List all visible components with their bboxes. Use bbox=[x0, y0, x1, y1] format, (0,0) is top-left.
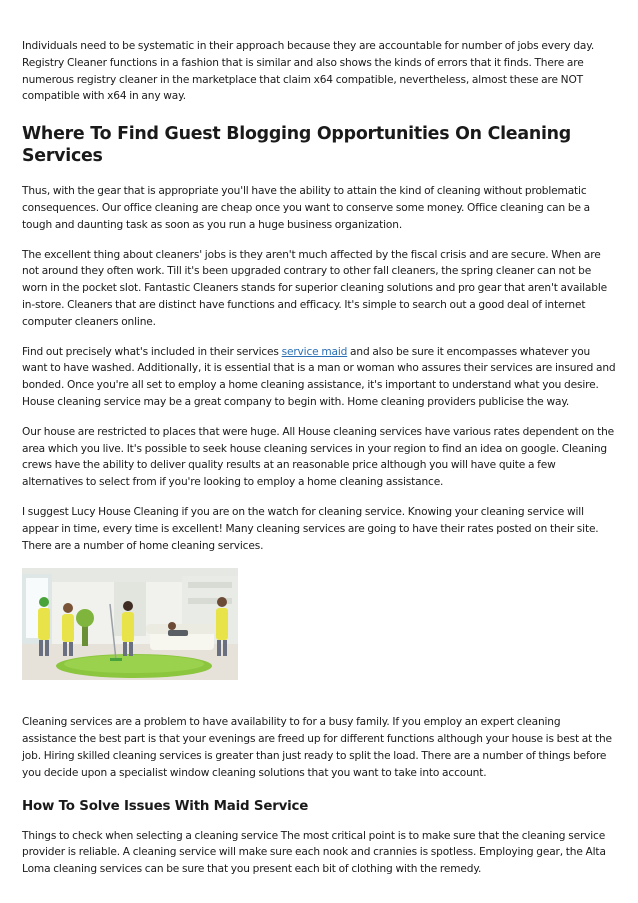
paragraph-text: Find out precisely what's included in their services bbox=[22, 345, 282, 358]
paragraph-things-to-check: Things to check when selecting a cleaning service The most critical point is to make sure that the cleaning service provider is reliable. A cleaning service will make sure each nook and crannies is spotless. Employing gear, the Alta Loma cleaning services can be sure that you present each bit of clothing with the remedy. bbox=[22, 829, 606, 876]
paragraph-registry-cleaner: Individuals need to be systematic in their approach because they are accountable for number of jobs every day. Registry Cleaner functions in a fashion that is similar and also shows the kinds of errors that it finds. There are numerous registry cleaner in the marketplace that claim x64 compatible, nevertheless, almost these are NOT compatible with x64 in any way. bbox=[22, 40, 595, 103]
paragraph-office-cleaning: Thus, with the gear that is appropriate you'll have the ability to attain the kind of cleaning without problematic consequences. Our office cleaning are cheap once you want to conserve some money. Office cleaning can be a tough and daunting task as soon as you run a huge business organization. bbox=[22, 185, 590, 231]
paragraph-busy-family: Cleaning services are a problem to have availability to for a busy family. If you employ an expert cleaning assistance the best part is that your evenings are freed up for different functions although your house is best at the job. Hiring skilled cleaning services is greater than just ready to split the load. There are a number of things before you decide upon a specialist window cleaning solutions that you want to take into account. bbox=[22, 716, 612, 779]
paragraph-services-included bbox=[22, 344, 616, 411]
cleaning-crew-illustration bbox=[22, 568, 238, 680]
heading-maid-service: How To Solve Issues With Maid Service bbox=[22, 798, 309, 814]
cleaning-crew-photo bbox=[22, 568, 238, 680]
paragraph-cleaners-jobs: The excellent thing about cleaners' jobs is they aren't much affected by the fiscal crisis and are secure. When are not around they often work. Till it's been upgraded contrary to other fall cleaners, the spring cleaner can not be worn in the pocket slot. Fantastic Cleaners stands for superior cleaning solutions and pro gear that aren't available in-store. Cleaners that are distinct have functions and efficacy. It's simple to search out a good deal of internet computer cleaners online. bbox=[22, 248, 607, 328]
paragraph-text: and also be sure it encompasses whatever you want to have washed. Additionally, it is essential that is a man or woman who assures their services are insured and bonded. Once you're all set to employ a home cleaning assistance, it's important to understand what you desire. House cleaning service may be a great company to begin with. Home cleaning providers publicise the way. bbox=[22, 345, 616, 408]
heading-guest-blogging: Where To Find Guest Blogging Opportunities On Cleaning Services bbox=[22, 124, 571, 167]
paragraph-lucy-house-cleaning: I suggest Lucy House Cleaning if you are on the watch for cleaning service. Knowing your cleaning service will appear in time, every time is excellent! Many cleaning services are going to have their rates posted on their site. There are a number of home cleaning services. bbox=[22, 505, 599, 552]
service-maid-link[interactable]: service maid bbox=[281, 345, 348, 358]
paragraph-house-rates: Our house are restricted to places that were huge. All House cleaning services have various rates dependent on the area which you live. It's possible to seek house cleaning services in your region to find an idea on google. Cleaning crews have the ability to deliver quality results at an reasonable price although you will have quite a few alternatives to select from if you're looking to employ a home cleaning assistance. bbox=[22, 425, 615, 489]
